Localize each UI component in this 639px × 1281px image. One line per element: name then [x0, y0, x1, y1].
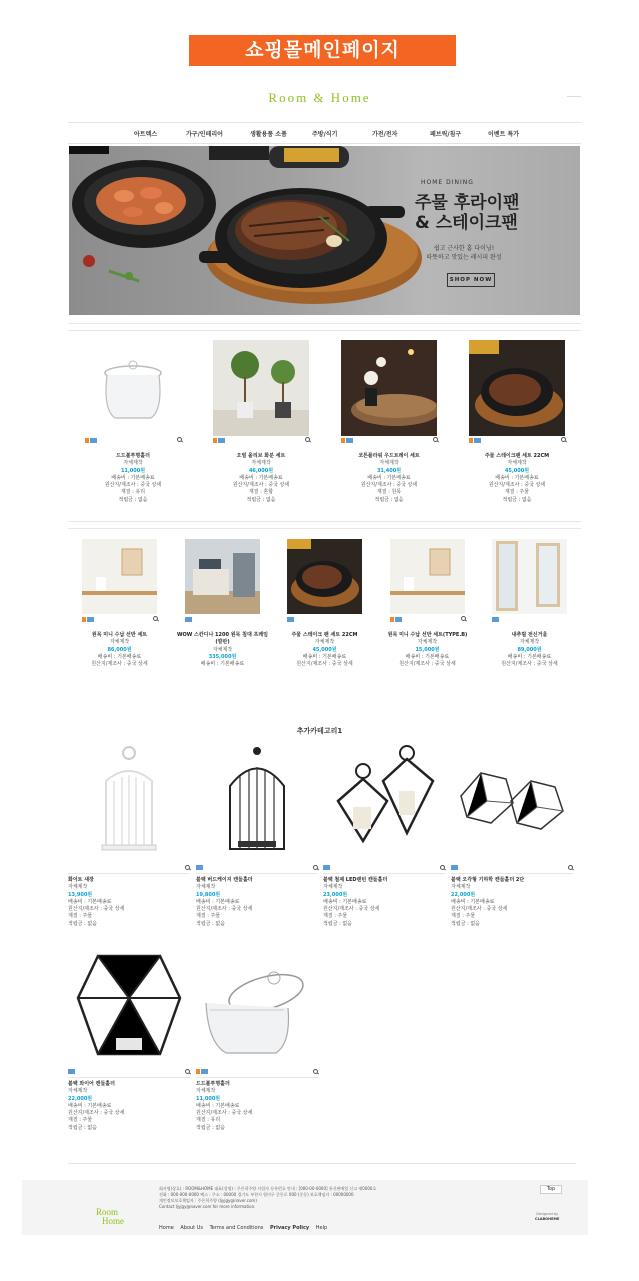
product-detail: 배송비 : 기본배송료	[111, 474, 155, 481]
product-price: 13,900원	[68, 891, 93, 898]
product-detail: 배송비 : 기본배송료	[196, 1102, 240, 1109]
product-brand: 자체제작	[196, 1088, 216, 1095]
product-image[interactable]	[196, 741, 318, 861]
steak-pan-image	[469, 340, 565, 436]
designed-by	[535, 1212, 559, 1222]
product-image[interactable]	[196, 948, 318, 1066]
product-detail: 원산지/제조사 : 중국 상세	[232, 482, 290, 489]
product-image[interactable]	[68, 948, 190, 1066]
product-price: 22,000원	[68, 1095, 93, 1102]
product-brand: 자체제작	[417, 639, 438, 646]
product-brand: 자체제작	[379, 460, 399, 467]
new-badge	[68, 1069, 75, 1074]
new-badge	[395, 617, 402, 622]
search-icon[interactable]	[561, 437, 566, 442]
product-price: 89,000원	[517, 646, 542, 653]
product-price: 11,000원	[196, 1095, 221, 1102]
product-brand: 자체제작	[323, 884, 343, 891]
hero-banner[interactable]	[69, 146, 580, 315]
product-detail: 배송비 : 기본배송료	[196, 898, 240, 905]
product-image[interactable]	[390, 539, 465, 614]
divider	[323, 873, 445, 874]
product-detail: 적립금 : 없음	[451, 920, 481, 927]
search-icon[interactable]	[153, 616, 158, 621]
product-detail: 재질 : 주물	[504, 489, 530, 496]
product-price: 46,000원	[248, 467, 274, 474]
sale-badge	[213, 438, 217, 443]
product-detail: 원산지/제조사 : 중국 상세	[196, 1110, 253, 1117]
product-detail: 원산지/제조사 : 중국 상세	[399, 661, 456, 668]
hero-title-line2: & 스테이크팬	[415, 213, 518, 233]
divider	[196, 873, 318, 874]
footer-link-about[interactable]: About Us	[180, 1225, 203, 1231]
product-detail: 재질 : 주물	[68, 913, 93, 920]
product-brand: 자체제작	[251, 460, 271, 467]
new-badge	[492, 617, 499, 622]
product-name[interactable]: 드드볼투명홀더	[116, 453, 150, 459]
product-detail: 재질 : 유리	[120, 489, 146, 496]
product-detail: 적립금 : 없음	[323, 920, 353, 927]
nav-item[interactable]: 주방/식기	[312, 131, 338, 138]
product-info	[196, 1081, 318, 1132]
footer-info-line: 회사명(상호) : ROOM&HOME 대표(성명) : 주은희주양 사업자 등록번호 안내 : [000-00-0000] 통신판매업 신고 제0000호	[159, 1186, 377, 1191]
search-icon[interactable]	[305, 437, 310, 442]
product-brand: 자체제작	[314, 639, 335, 646]
product-detail: 원산지/제조사 : 중국 상세	[451, 906, 508, 913]
product-detail: 재질 : 주물	[68, 1117, 93, 1124]
search-icon[interactable]	[313, 865, 318, 870]
product-brand: 자체제작	[109, 639, 130, 646]
shelf-image	[390, 539, 465, 614]
product-image[interactable]	[213, 340, 309, 436]
product-name[interactable]: WOW 스칸디나 1200 원목 침대 프레임(깔판)	[176, 632, 269, 646]
footer-logo[interactable]	[96, 1208, 124, 1226]
product-info	[68, 877, 190, 928]
product-info	[482, 632, 577, 668]
product-image[interactable]	[185, 539, 260, 614]
product-name[interactable]: 내추럴 전신거울	[511, 632, 548, 638]
steak-pan-image	[287, 539, 362, 614]
plant-image	[213, 340, 309, 436]
top-button[interactable]: Top	[540, 1185, 562, 1194]
product-name[interactable]: 주물 스테이크팬 세트 22CM	[484, 453, 550, 459]
product-info	[196, 877, 318, 928]
nav-item[interactable]: 패브릭/침구	[430, 131, 462, 138]
product-brand: 자체제작	[68, 884, 88, 891]
product-info	[451, 877, 573, 928]
product-detail: 배송비 : 기본배송료	[323, 898, 367, 905]
product-info	[175, 632, 270, 668]
product-name[interactable]: 주물 스테이크 팬 세트 22CM	[291, 632, 358, 638]
product-detail: 적립금 : 없음	[68, 1124, 98, 1131]
product-detail: 배송비 : 기본배송료	[97, 653, 142, 660]
product-detail: 배송비 : 기본배송료	[239, 474, 283, 481]
product-name[interactable]: 코튼플라워 우드트레이 세트	[358, 453, 420, 459]
product-info	[85, 453, 181, 504]
sale-badge	[341, 438, 345, 443]
footer-logo-line1: Room	[96, 1207, 119, 1217]
divider	[68, 1163, 576, 1164]
product-brand: 자체제작	[212, 646, 233, 653]
search-icon[interactable]	[433, 437, 438, 442]
new-badge	[87, 617, 94, 622]
hero-subtitle	[419, 244, 509, 262]
nav-item[interactable]: 가전/전자	[372, 131, 398, 138]
footer-info-line: 개인정보보호책임자 : 주은희주양 (ljyjgy@naver.com)	[159, 1198, 257, 1203]
footer-info	[159, 1186, 376, 1210]
product-detail: 배송비 : 기본배송료	[405, 653, 450, 660]
product-brand: 자체제작	[196, 884, 216, 891]
geometric-holder-image	[451, 741, 573, 861]
mirror-image	[492, 539, 567, 614]
search-icon[interactable]	[177, 437, 182, 442]
footer-link-terms[interactable]: Terms and Conditions	[209, 1225, 264, 1231]
product-image[interactable]	[469, 340, 565, 436]
product-image[interactable]	[492, 539, 567, 614]
hero-brand: HOME DINING	[421, 179, 474, 186]
designer-name: CLABOHEME	[535, 1217, 560, 1221]
bed-frame-image	[185, 539, 260, 614]
product-name[interactable]: 블랙 오각형 기하학 캔들홀더 2단	[451, 877, 525, 883]
product-detail: 원산지/제조사 : 중국 상세	[296, 661, 353, 668]
product-detail: 재질 : 유리	[196, 1117, 221, 1124]
new-badge	[185, 617, 192, 622]
product-image[interactable]	[287, 539, 362, 614]
new-badge	[451, 865, 458, 870]
designed-by-label: Designed by	[536, 1212, 559, 1216]
product-brand: 자체제작	[507, 460, 527, 467]
hero-sub-line2: 따뜻하고 맛있는 레시피 완성	[426, 254, 502, 261]
new-badge	[287, 617, 294, 622]
product-name[interactable]: 오벌 올리브 화분 세트	[236, 453, 286, 459]
search-icon[interactable]	[440, 865, 445, 870]
product-info	[68, 1081, 190, 1132]
product-detail: 배송비 : 기본배송료	[507, 653, 552, 660]
product-price: 15,000원	[415, 646, 440, 653]
hero-sub-line1: 쉽고 근사한 홈 다이닝!	[433, 245, 495, 252]
product-brand: 자체제작	[123, 460, 143, 467]
product-image[interactable]	[85, 340, 181, 436]
product-detail: 원산지/제조사 : 중국 상세	[68, 1110, 125, 1117]
product-detail: 적립금 : 없음	[502, 496, 532, 503]
white-birdcage-image	[68, 741, 190, 861]
product-info	[341, 453, 437, 504]
sale-badge	[85, 438, 89, 443]
product-info	[72, 632, 167, 668]
new-badge	[196, 865, 203, 870]
nav-item[interactable]: 생활용품 소품	[250, 131, 287, 138]
sale-badge	[390, 617, 394, 622]
product-detail: 원산지/제조사 : 중국 상세	[501, 661, 558, 668]
nav-item[interactable]: 이벤트 특가	[488, 131, 520, 138]
product-image[interactable]	[341, 340, 437, 436]
product-detail: 적립금 : 없음	[374, 496, 404, 503]
product-name[interactable]: 원목 미니 수납 선반 세트	[91, 632, 148, 638]
product-detail: 재질 : 주물	[323, 913, 348, 920]
new-badge	[346, 438, 353, 443]
footer-link-privacy[interactable]: Privacy Policy	[269, 1225, 310, 1231]
nav-item[interactable]: 아트텍스	[134, 131, 158, 138]
divider	[68, 873, 190, 874]
new-badge	[90, 438, 97, 443]
divider	[68, 1077, 190, 1078]
product-image[interactable]	[323, 741, 445, 861]
divider	[451, 873, 573, 874]
product-price: 22,000원	[451, 891, 476, 898]
search-icon[interactable]	[568, 865, 573, 870]
product-detail: 배송비 : 기본배송료	[495, 474, 539, 481]
product-detail: 원산지/제조사 : 중국 상세	[488, 482, 546, 489]
product-info	[213, 453, 309, 504]
product-info	[469, 453, 565, 504]
product-info	[380, 632, 475, 668]
product-detail: 원산지/제조사 : 중국 상세	[196, 906, 253, 913]
divider	[196, 1077, 318, 1078]
hero-title	[415, 193, 519, 233]
section-title: 추가카테고리1	[296, 727, 343, 735]
product-detail: 적립금 : 없음	[246, 496, 276, 503]
shop-now-button[interactable]: SHOP NOW	[447, 273, 495, 287]
product-name[interactable]: 원목 미니 수납 선반 세트(TYPE.B)	[387, 632, 468, 638]
search-icon[interactable]	[313, 1069, 318, 1074]
main-nav	[68, 122, 581, 144]
product-price: 23,000원	[323, 891, 348, 898]
product-brand: 자체제작	[519, 639, 540, 646]
lantern-image	[323, 741, 445, 861]
sale-badge	[469, 438, 473, 443]
product-detail: 적립금 : 없음	[68, 920, 98, 927]
product-detail: 재질 : 주물	[196, 913, 221, 920]
product-price: 31,400원	[376, 467, 402, 474]
footer-info-line: 전화 : 000-000-0000 팩스 : 주소 : 00000 경기도 부천시 원미구 중동로 000 (중동) 보호책임자 : 00000000	[159, 1192, 354, 1197]
product-brand: 자체제작	[68, 1088, 88, 1095]
footer-links	[159, 1225, 332, 1231]
sale-badge	[196, 1069, 200, 1074]
shelf-image	[82, 539, 157, 614]
product-detail: 배송비 : 기본배송료	[68, 1102, 112, 1109]
footer-link-home[interactable]: Home	[159, 1225, 174, 1231]
product-detail: 재질 : 원목	[376, 489, 402, 496]
divider	[68, 521, 581, 522]
hero-title-line1: 주물 후라이팬	[415, 193, 520, 213]
product-price: 45,000원	[504, 467, 530, 474]
product-detail: 배송비 : 기본배송료	[367, 474, 411, 481]
product-detail: 원산지/제조사 : 중국 상세	[360, 482, 418, 489]
product-image[interactable]	[451, 741, 573, 861]
product-detail: 배송비 : 기본배송료	[68, 898, 112, 905]
product-detail: 원산지/제조사 : 중국 상세	[91, 661, 148, 668]
divider	[567, 96, 581, 97]
product-price: 19,800원	[196, 891, 221, 898]
product-detail: 배송비 : 기본배송료	[451, 898, 495, 905]
product-detail: 적립금 : 없음	[196, 920, 226, 927]
nav-item[interactable]: 가구/인테리어	[186, 131, 223, 138]
product-price: 86,000원	[107, 646, 132, 653]
product-detail: 재질 : 혼합	[248, 489, 274, 496]
divider	[68, 330, 581, 331]
product-detail: 재질 : 주물	[451, 913, 476, 920]
product-detail: 원산지/제조사 : 중국 상세	[104, 482, 162, 489]
footer-logo-line2: Home	[102, 1216, 124, 1226]
search-icon[interactable]	[461, 616, 466, 621]
new-badge	[201, 1069, 208, 1074]
sale-badge	[82, 617, 86, 622]
new-badge	[474, 438, 481, 443]
black-birdcage-image	[196, 741, 318, 861]
divider	[68, 323, 581, 324]
product-price: 335,000원	[208, 653, 237, 660]
glass-jar-image	[196, 948, 318, 1066]
product-detail: 배송비 : 기본배송료	[200, 661, 245, 668]
product-detail: 원산지/제조사 : 중국 상세	[68, 906, 125, 913]
search-icon[interactable]	[185, 865, 190, 870]
product-name[interactable]: 드드볼투명홀더	[196, 1081, 230, 1087]
footer-info-line: Contact ljyjgy@naver.com for more information.	[159, 1204, 256, 1209]
product-detail: 배송비 : 기본배송료	[302, 653, 347, 660]
new-badge	[323, 865, 330, 870]
glass-jar-image	[85, 340, 181, 436]
product-name[interactable]: 블랙 철제 LED랜턴 캔들홀더	[323, 877, 388, 883]
cotton-tray-image	[341, 340, 437, 436]
product-price: 45,000원	[312, 646, 337, 653]
product-image[interactable]	[82, 539, 157, 614]
product-image[interactable]	[68, 741, 190, 861]
product-info	[277, 632, 372, 668]
footer-link-help[interactable]: Help	[315, 1225, 328, 1231]
page-banner-title: 쇼핑몰메인페이지	[189, 35, 456, 66]
product-name[interactable]: 블랙 버드케이지 캔들홀더	[196, 877, 253, 883]
divider	[68, 528, 581, 529]
product-name[interactable]: 화이트 새장	[68, 877, 94, 883]
product-name[interactable]: 블랙 와이어 캔들홀더	[68, 1081, 115, 1087]
product-detail: 적립금 : 없음	[118, 496, 148, 503]
product-price: 11,000원	[120, 467, 146, 474]
product-detail: 원산지/제조사 : 중국 상세	[323, 906, 380, 913]
product-info	[323, 877, 445, 928]
new-badge	[218, 438, 225, 443]
footer	[22, 1180, 588, 1235]
wire-holder-image	[68, 948, 190, 1066]
product-detail: 적립금 : 없음	[196, 1124, 226, 1131]
site-logo[interactable]: Room & Home	[268, 90, 371, 105]
search-icon[interactable]	[185, 1069, 190, 1074]
product-brand: 자체제작	[451, 884, 471, 891]
